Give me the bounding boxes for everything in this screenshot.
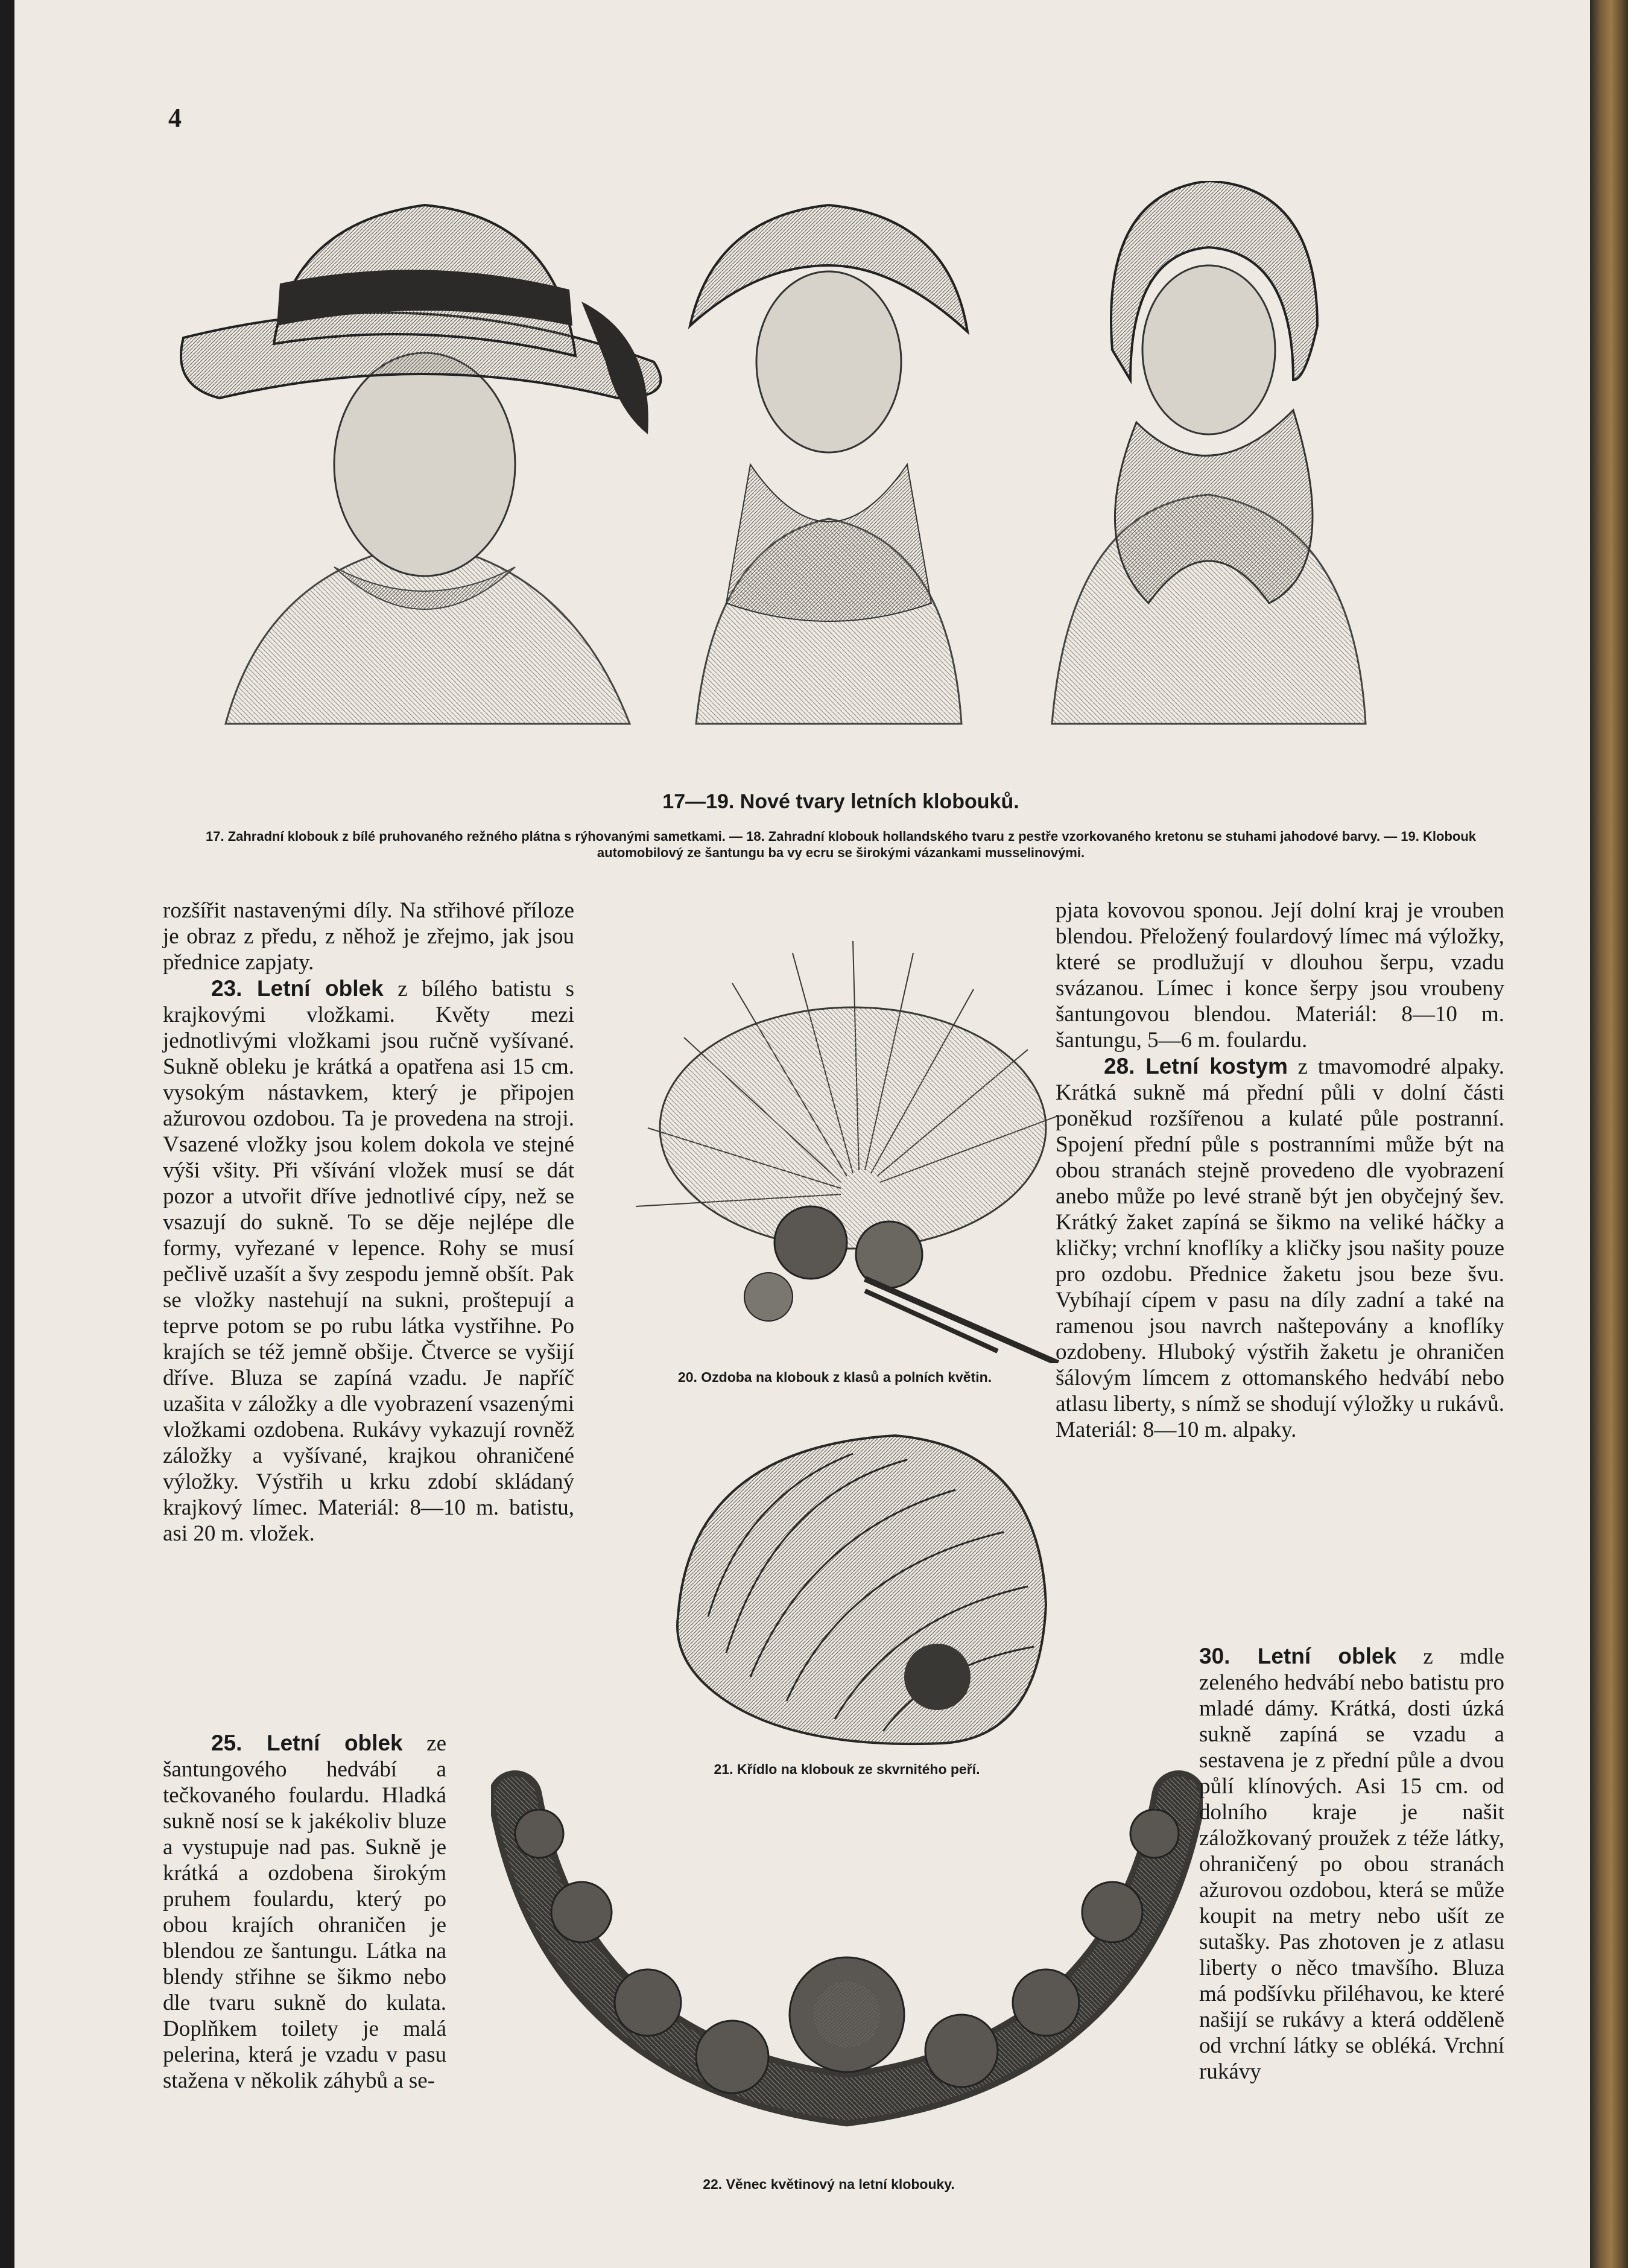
fig20-ornament <box>612 929 1106 1363</box>
hat-17-figure <box>181 205 660 724</box>
paragraph: 28. Letní kostym z tmavomodré alpaky. Krátká sukně má přední půli v dolní části poněkud rozšířenou a kulaté půle postranní. Spojení přední půle s postranními může být na obou stranách stejně provedeno dle vyobrazení anebo může po levé straně být jen obyčejný šev. Krátký žaket zapíná se šikmo na veliké háčky a kličky; vrchní knoflíky a kličky jsou našity pouze pro ozdobu. Přednice žaketu jsou beze švu. Vybíhají cípem v pasu na díly zadní a také na ramenou jsou navrch naštepovány a knoflíky ozdobeny. Hluboký výstřih žaketu je ohraničen šálovým límcem z ottomanského hedvábí nebo atlasu liberty, s nímž se shodují výložky u rukávů. Materiál: 8—10 m. alpaky. <box>1056 1054 1504 1442</box>
fig22-wreath <box>491 1761 1203 2159</box>
section-title: 25. Letní oblek <box>211 1731 403 1755</box>
left-column-lower <box>163 1730 446 2094</box>
magazine-page <box>14 0 1590 2268</box>
right-column-lower <box>1199 1643 1504 2085</box>
paragraph: 23. Letní oblek z bílého batistu s krajkovými vložkami. Květy mezi jednotlivými vložkami jsou ručně vyšívané. Sukně obleku je krátká a opatřena asi 15 cm. vysokým nástavkem, který je připojen ažurovou ozdobou. Ta je provedena na stroji. Vsazené vložky jsou kolem dokola ve stejné výši všity. Při všívání vložek musí se dát pozor a utvořit dříve jednotlivé cípy, než se vsazují do sukně. To se děje nejlépe dle formy, vyřezané v lepence. Rohy se musí pečlivě uzašít a švy zespodu jemně obšít. Pak se vložky nastehují na sukni, proštepují a teprve potom se po rubu látka vystřihne. Po krajích se též jemně obšije. Čtverce se vyšijí dříve. Bluza se zapíná vzadu. Je napříč uzašita v záložky a dle vyobrazení vsazenými vložkami ozdobena. Rukávy vykazují rovněž záložky a vyšívané, krajkou ohraničené výložky. Výstřih u krku zdobí skládaný krajkový límec. Materiál: 8—10 m. batistu, asi 20 m. vložek. <box>163 976 574 1546</box>
paragraph: pjata kovovou sponou. Její dolní kraj je vrouben blendou. Přeložený foulardový límec má výložky, které se prodlužují v dlouhou šerpu, vzadu svázanou. Límec i konce šerpy jsou vroubeny šantungovou blendou. Materiál: 8—10 m. šantungu, 5—6 m. foulardu. <box>1056 898 1504 1053</box>
section-title: 30. Letní oblek <box>1199 1644 1397 1668</box>
fig20-caption: 20. Ozdoba na klobouk z klasů a polních květin. <box>677 1369 992 1385</box>
book-spine <box>1590 0 1628 2268</box>
right-column <box>1056 898 1504 1443</box>
section-title: 28. Letní kostym <box>1104 1054 1288 1079</box>
figure-caption: 17. Zahradní klobouk z bílé pruhovaného režného plátna s rýhovanými sametkami. — 18. Zahradní klobouk hollandského tvaru z pestře vzorkovaného kretonu se stuhami jahodové barvy. — 19. Klobouk automobilový ze šantungu ba vy ecru se širokými vázankami musselinovými. <box>206 829 1476 860</box>
hats-illustration <box>171 181 1510 784</box>
hat-19-figure <box>1052 181 1366 724</box>
left-column <box>163 898 574 1547</box>
figure-heading: 17—19. Nové tvary letních klobouků. <box>662 790 1019 813</box>
paragraph: 30. Letní oblek z mdle zeleného hedvábí nebo batistu pro mladé dámy. Krátká, dosti úzká sukně zapíná se vzadu a sestavena je z přední půle a dvou půlí klínových. Asi 15 cm. od dolního kraje je našit záložkovaný proužek z téže látky, ohraničený po obou stranách ažurovou ozdobou, která se může koupit na metry nebo ušít ze sutašky. Pas zhotoven je z atlasu liberty o něco tmavšího. Bluza má podšívku přiléhavou, ke které našijí se rukávy a která odděleně od vrchní látky se obléká. Vrchní rukávy <box>1199 1644 1505 2084</box>
page-number: 4 <box>168 103 182 133</box>
fig21-caption: 21. Křídlo na klobouk ze skvrnitého peří. <box>714 1761 980 1777</box>
fig21-wing <box>654 1424 1052 1749</box>
section-title: 23. Letní oblek <box>211 976 384 1001</box>
paragraph: rozšířit nastavenými díly. Na střihové příloze je obraz z předu, z něhož je zřejmo, jak jsou přednice zapjaty. <box>163 898 574 975</box>
hat-18-figure <box>690 205 968 724</box>
fig22-caption: 22. Věnec květinový na letní klobouky. <box>703 2176 955 2192</box>
paragraph: 25. Letní oblek ze šantungového hedvábí a tečkovaného foulardu. Hladká sukně nosí se k jakékoliv bluze a vystupuje nad pas. Sukně je krátká a ozdobena širokým pruhem foulardu, který po obou krajích ohraničen je blendou ze šantungu. Látka na blendy střihne se šikmo nebo dle tvaru sukně do kulata. Doplňkem toilety je malá pelerina, která je vzadu v pasu stažena v několik záhybů a se- <box>163 1731 446 2093</box>
